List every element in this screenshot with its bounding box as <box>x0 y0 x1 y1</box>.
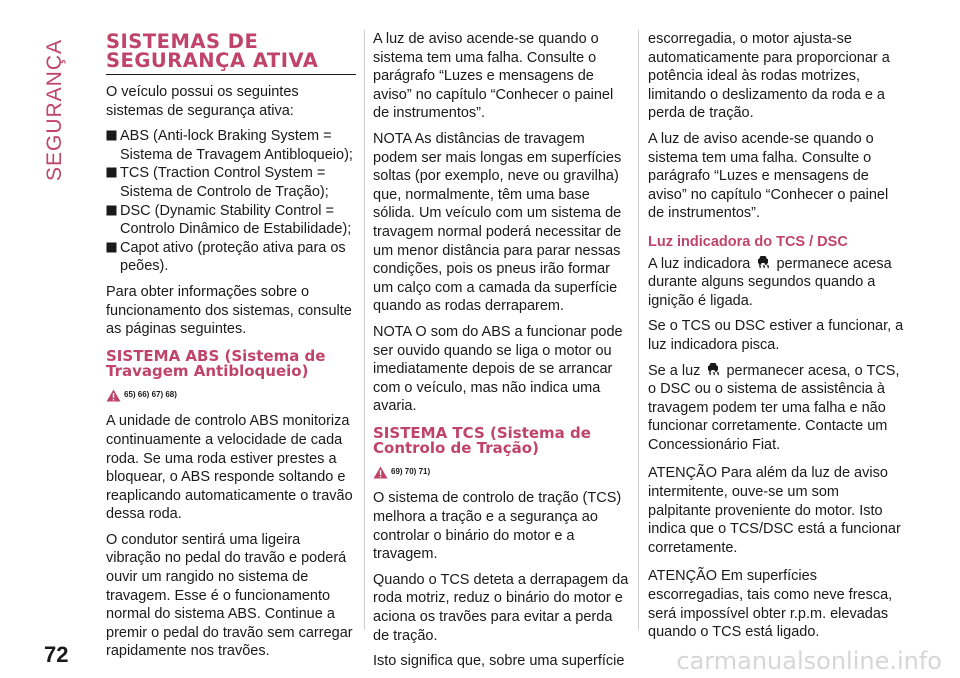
list-item <box>106 164 356 201</box>
skidding-car-icon <box>756 255 770 270</box>
section-heading-abs: SISTEMA ABS (Sistema de Travagem Antibloqueio) <box>106 346 326 381</box>
body-paragraph <box>648 255 904 311</box>
warning-reference <box>373 463 629 482</box>
intro-paragraph: O veículo possui os seguintes sistemas de segurança ativa: <box>106 84 299 119</box>
checkbox-icon <box>106 167 117 178</box>
text-fragment: Se a luz <box>648 362 701 379</box>
column-divider <box>638 30 639 630</box>
body-paragraph: A luz de aviso acende-se quando o sistema tem uma falha. Consulte o parágrafo “Luzes e mensagens de aviso” no capítulo “Conhecer o painel de instrumentos”. <box>648 130 889 222</box>
warning-refs-text: 69) 70) 71) <box>391 466 431 476</box>
list-item-text: Capot ativo (proteção ativa para os peões). <box>120 239 346 275</box>
list-item <box>106 202 356 239</box>
body-paragraph: A luz de aviso acende-se quando o sistema tem uma falha. Consulte o parágrafo “Luzes e mensagens de aviso” no capítulo “Conhecer o painel de instrumentos”. <box>373 31 614 122</box>
note-paragraph: NOTA O som do ABS a funcionar pode ser ouvido quando se liga o motor ou imediatamente depois de se arrancar com o veículo, mas não indica uma avaria. <box>373 323 623 415</box>
section-side-tab <box>32 30 78 190</box>
page-title: SISTEMAS DE SEGURANÇA ATIVA <box>106 32 356 75</box>
list-item-text: ABS (Anti-lock Braking System = Sistema de Travagem Antibloqueio); <box>120 128 353 163</box>
warning-refs-text: 65) 66) 67) 68) <box>124 389 177 399</box>
body-paragraph: Isto significa que, sobre uma superfície <box>373 653 625 670</box>
warning-paragraph: ATENÇÃO Para além da luz de aviso intermitente, ouve-se um som palpitante proveniente do motor. Isto indica que o TCS/DSC está a funcionar corretamente. <box>648 465 901 556</box>
body-paragraph: escorregadia, o motor ajusta-se automaticamente para proporcionar a potência ideal às rodas motrizes, limitando o deslizamento da roda e a perda de tração. <box>648 31 890 122</box>
warning-reference <box>106 386 356 405</box>
section-label: SEGURANÇA <box>43 38 66 182</box>
body-paragraph: O sistema de controlo de tração (TCS) melhora a tração e a segurança ao controlar o binário do motor e a travagem. <box>373 490 622 563</box>
body-paragraph <box>648 362 904 455</box>
column-divider <box>364 30 365 630</box>
text-fragment: permanece acesa durante alguns segundos quando a ignição é ligada. <box>648 255 892 309</box>
text-fragment: A luz indicadora <box>648 255 751 272</box>
note-paragraph: NOTA As distâncias de travagem podem ser mais longas em superfícies soltas (por exemplo, neve ou gravilha) que, normalmente, têm uma base sólida. Um veículo com um sistema de travagem normal poderá necessitar de um menor distância para parar nessas condições, pois os pneus irão formar um calço com a camada da superfície quando as rodas derraparem. <box>373 130 622 315</box>
warning-triangle-icon <box>106 389 121 402</box>
list-item-text: DSC (Dynamic Stability Control = Controlo Dinâmico de Estabilidade); <box>120 202 352 238</box>
checkbox-icon <box>106 130 117 141</box>
column-2 <box>373 30 629 678</box>
warning-paragraph: ATENÇÃO Em superfícies escorregadias, tais como neve fresca, será impossível obter r.p.m. elevadas quando o TCS está ligado. <box>648 568 893 641</box>
body-paragraph: Quando o TCS deteta a derrapagem da roda motriz, reduz o binário do motor e aciona os travões para evitar a perda de tração. <box>373 571 629 644</box>
section-heading-tcs: SISTEMA TCS (Sistema de Controlo de Tração) <box>373 423 591 458</box>
list-item-text: TCS (Traction Control System = Sistema de Controlo de Tração); <box>120 165 329 200</box>
text-fragment: permanecer acesa, o TCS, o DSC ou o sistema de assistência à travagem podem ter uma falha e não funcionar corretamente. Contacte um Concessionário Fiat. <box>648 362 900 453</box>
column-3 <box>648 30 904 649</box>
list-item <box>106 127 356 164</box>
list-item <box>106 239 356 276</box>
watermark: carmanualsonline.info <box>676 647 942 675</box>
skidding-car-icon <box>706 362 720 377</box>
column-1 <box>106 30 356 668</box>
checkbox-icon <box>106 205 117 216</box>
info-paragraph: Para obter informações sobre o funcionamento dos sistemas, consulte as páginas seguintes. <box>106 283 352 338</box>
subsection-heading: Luz indicadora do TCS / DSC <box>648 233 848 250</box>
abs-paragraph: A unidade de controlo ABS monitoriza continuamente a velocidade de cada roda. Se uma roda estiver prestes a bloquear, o ABS responde soltando e reaplicando automaticamente o travão dessa roda. <box>106 413 353 523</box>
warning-triangle-icon <box>373 466 388 479</box>
page-number: 72 <box>44 642 69 667</box>
abs-paragraph: O condutor sentirá uma ligeira vibração no pedal do travão e poderá ouvir um rangido no sistema de travagem. Esse é o funcionamento normal do sistema ABS. Continue a premir o pedal do travão sem carregar rapidamente nos travões. <box>106 531 353 660</box>
checkbox-icon <box>106 242 117 253</box>
body-paragraph: Se o TCS ou DSC estiver a funcionar, a luz indicadora pisca. <box>648 318 904 353</box>
